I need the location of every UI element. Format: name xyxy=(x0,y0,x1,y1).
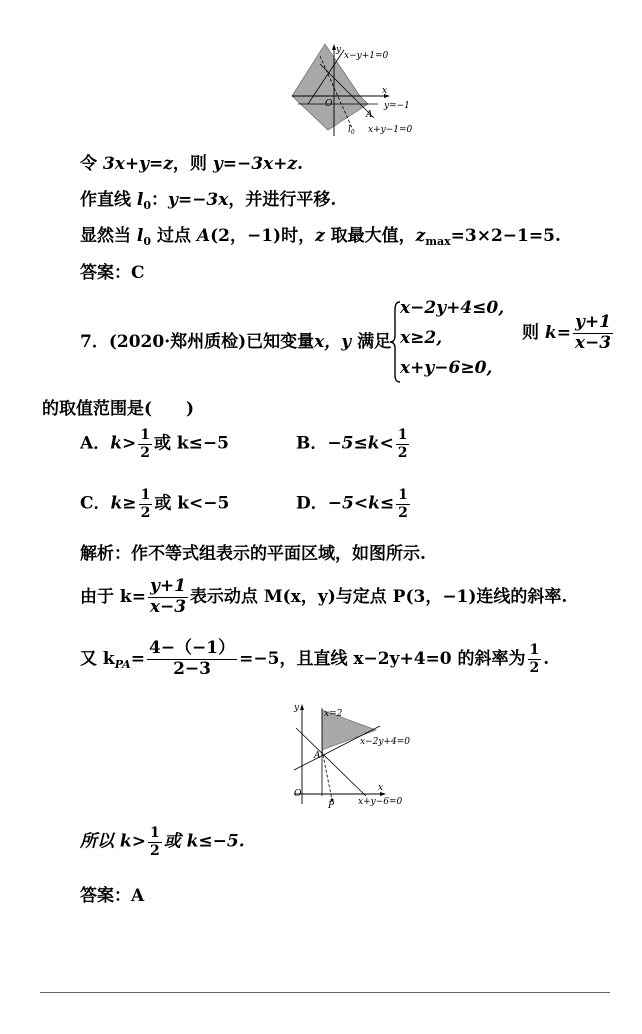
fig2-label-P: P xyxy=(328,801,335,808)
constraint-2: x≥2, xyxy=(400,328,443,348)
fig2-label-A: A xyxy=(314,751,321,761)
fig1-label-line1: x−y+1=0 xyxy=(344,51,389,61)
text-line-1: 令 3x+y=z，则 y=−3x+z. xyxy=(80,154,303,174)
analysis-line-2: 由于 k= $\frac{y+1}{x-3}$ 表示动点 M(x，y)与定点 P(3，−1)连线的斜率. xyxy=(80,576,568,617)
answer-1: 答案：C xyxy=(80,263,145,283)
figure-2 xyxy=(286,700,414,808)
fig1-label-l0: $l_0$ xyxy=(348,125,355,136)
fig2-label-origin: O xyxy=(294,789,302,799)
analysis-line-3: 又 $k_{PA}=$ $\frac{4-(-1)}{2-3}$ =−5，且直线 x−2y+4=0 的斜率为 $\frac{1}{2}$ . xyxy=(80,638,550,679)
analysis-line-4: 所以 k> $\frac{1}{2}$ 或 k≤−5. xyxy=(80,825,245,859)
q7-k-expression: 则 k= $\frac{y+1}{x-3}$ xyxy=(522,312,612,353)
fig1-label-line2: x+y−1=0 xyxy=(368,125,413,135)
footer-rule xyxy=(40,992,610,993)
constraint-1: x−2y+4≤0, xyxy=(400,298,505,318)
constraint-3: x+y−6≥0, xyxy=(400,358,493,378)
figure-1 xyxy=(278,42,428,138)
fig1-label-x: x xyxy=(382,86,388,96)
option-b[interactable]: B．−5≤k< $\frac{1}{2}$ xyxy=(296,427,408,461)
fig2-label-x2: x=2 xyxy=(324,709,343,719)
answer-2: 答案：A xyxy=(80,886,145,906)
q7-stem: 7．(2020·郑州质检)已知变量x，y 满足 xyxy=(80,332,392,352)
text-line-2: 作直线 $l_0$：y=−3x，并进行平移. xyxy=(80,190,337,212)
fig2-label-line1: x−2y+4=0 xyxy=(360,737,410,747)
fig1-label-y: y xyxy=(336,45,342,55)
analysis-line-1: 解析：作不等式组表示的平面区域，如图所示. xyxy=(80,544,426,564)
fig1-label-A: A xyxy=(366,110,373,120)
fig1-label-yeq: y=−1 xyxy=(384,101,410,111)
fig2-label-y: y xyxy=(294,703,300,713)
fig2-label-line2: x+y−6=0 xyxy=(358,797,403,807)
q7-stem-cont: 的取值范围是( ) xyxy=(42,399,195,419)
option-d[interactable]: D．−5<k≤ $\frac{1}{2}$ xyxy=(296,487,408,521)
fig1-label-origin: O xyxy=(325,99,333,109)
text-line-3: 显然当 $l_0$ 过点 A(2，−1)时，z 取最大值，$z_{max}=3\times 2-1=5$. xyxy=(80,226,561,248)
option-c[interactable]: C．k≥ $\frac{1}{2}$ 或 k<−5 xyxy=(80,487,230,521)
fig2-label-x: x xyxy=(378,783,384,793)
option-a[interactable]: A．k> $\frac{1}{2}$ 或 k≤−5 xyxy=(80,427,229,461)
